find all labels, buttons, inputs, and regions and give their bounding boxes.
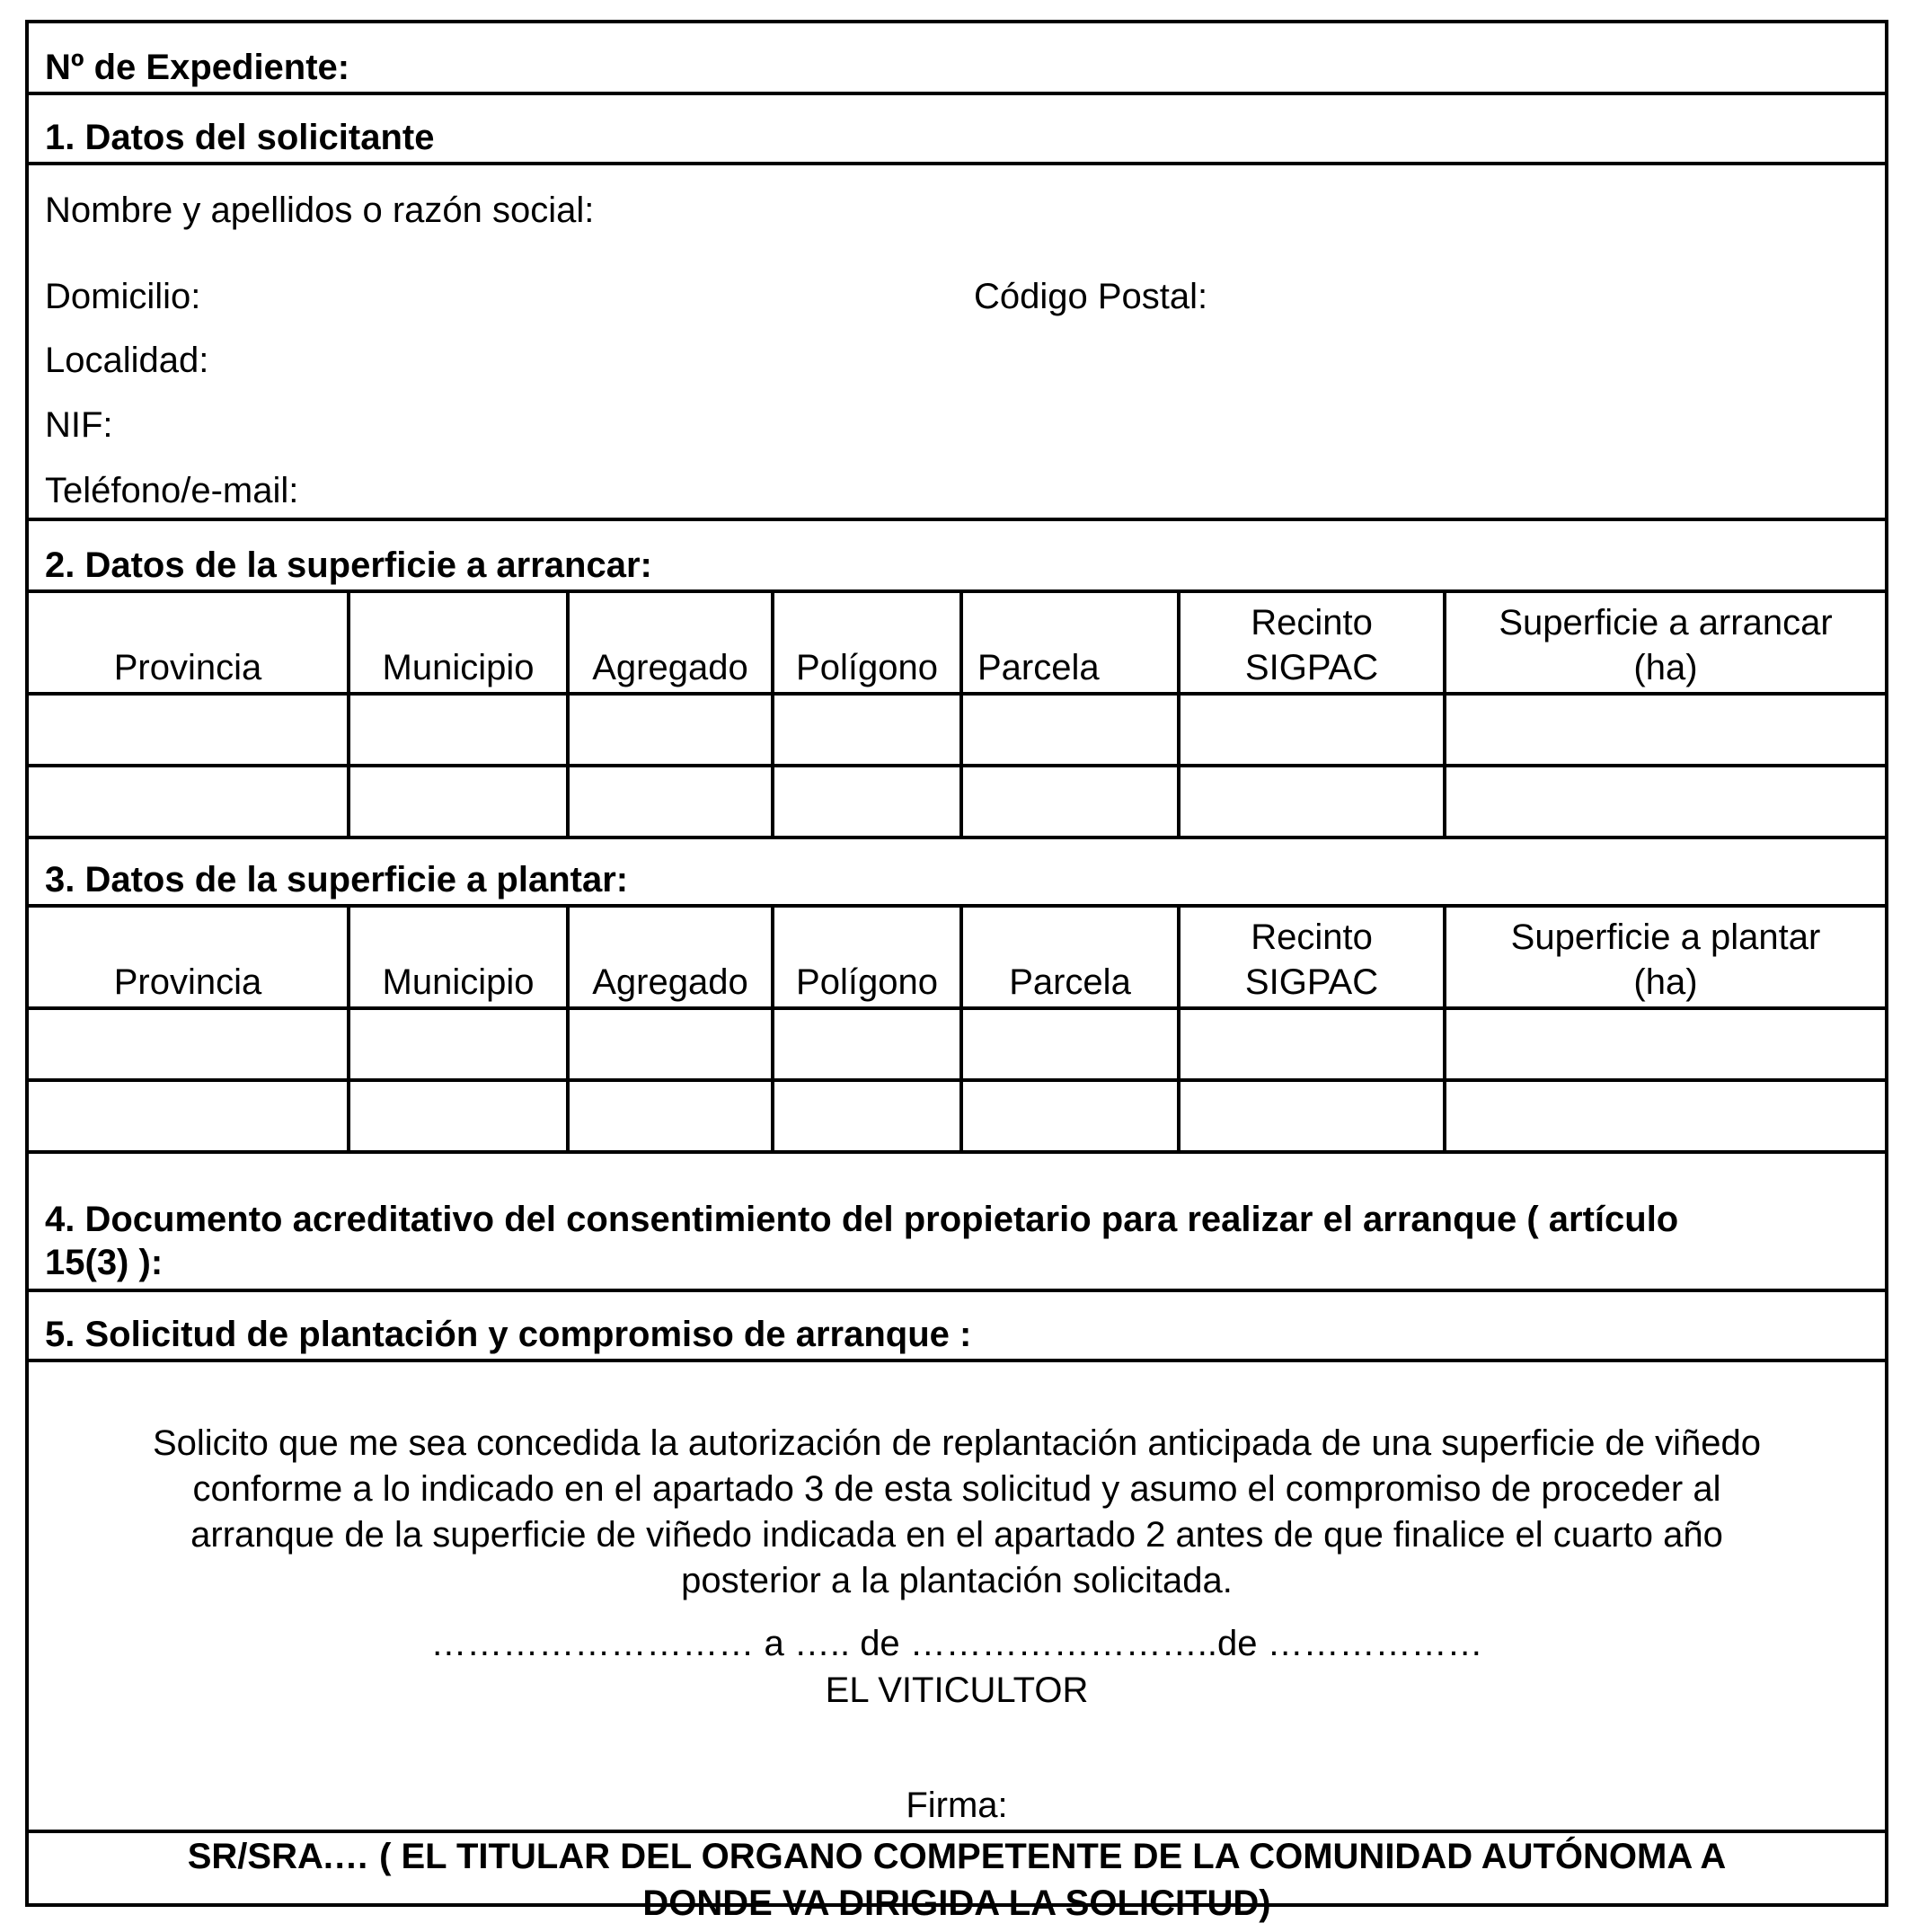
cell-input[interactable] xyxy=(1445,766,1885,837)
section3-title: 3. Datos de la superficie a plantar: xyxy=(45,860,629,900)
cell-input[interactable] xyxy=(1179,1080,1445,1152)
cell-input[interactable] xyxy=(773,766,961,837)
cell-input[interactable] xyxy=(349,1008,568,1080)
cell-input[interactable] xyxy=(349,1080,568,1152)
section1-title: 1. Datos del solicitante xyxy=(45,118,435,157)
col-header-poligono: Polígono xyxy=(773,593,961,694)
codigo-postal-label: Código Postal: xyxy=(974,277,1208,316)
cell-input[interactable] xyxy=(961,694,1179,766)
table-row xyxy=(29,766,1885,837)
col-header-poligono: Polígono xyxy=(773,908,961,1008)
col-header-agregado: Agregado xyxy=(568,593,773,694)
divider xyxy=(29,92,1885,95)
cell-input[interactable] xyxy=(349,694,568,766)
recipient-footer xyxy=(29,1833,1885,1927)
table-row xyxy=(29,1008,1885,1080)
col-header-superficie: Superficie a arrancar (ha) xyxy=(1445,593,1885,694)
col-header-recinto: Recinto SIGPAC xyxy=(1179,593,1445,694)
cell-input[interactable] xyxy=(1445,1080,1885,1152)
col-header-provincia: Provincia xyxy=(29,593,349,694)
cell-input[interactable] xyxy=(961,1080,1179,1152)
expediente-label: Nº de Expediente: xyxy=(45,48,350,87)
section4-title-line1: 4. Documento acreditativo del consentimiento del propietario para realizar el arranque ( artículo xyxy=(45,1200,1679,1239)
col-header-agregado: Agregado xyxy=(568,908,773,1008)
col-header-parcela: Parcela xyxy=(961,593,1179,694)
nif-label: NIF: xyxy=(45,405,113,445)
cell-input[interactable] xyxy=(568,1080,773,1152)
section5-title: 5. Solicitud de plantación y compromiso de arranque : xyxy=(45,1315,972,1354)
divider xyxy=(29,518,1885,521)
localidad-label: Localidad: xyxy=(45,341,209,380)
request-text-line: Solicito que me sea concedida la autorización de replantación anticipada de una superficie de viñedo xyxy=(152,1423,1762,1463)
application-form xyxy=(25,20,1888,1923)
cell-input[interactable] xyxy=(773,1008,961,1080)
recipient-line: DONDE VA DIRIGIDA LA SOLICITUD) xyxy=(642,1883,1271,1923)
col-header-municipio: Municipio xyxy=(349,908,568,1008)
date-line[interactable]: ……………………… a ….. de ……………………..de ……………… xyxy=(430,1624,1483,1663)
cell-input[interactable] xyxy=(961,1008,1179,1080)
request-text-line: posterior a la plantación solicitada. xyxy=(681,1561,1233,1600)
section2-title: 2. Datos de la superficie a arrancar: xyxy=(45,545,652,585)
plantar-table xyxy=(29,908,1885,1154)
cell-input[interactable] xyxy=(29,766,349,837)
divider xyxy=(29,162,1885,165)
cell-input[interactable] xyxy=(773,694,961,766)
col-header-provincia: Provincia xyxy=(29,908,349,1008)
arrancar-table xyxy=(29,593,1885,839)
cell-input[interactable] xyxy=(29,694,349,766)
cell-input[interactable] xyxy=(773,1080,961,1152)
cell-input[interactable] xyxy=(1445,1008,1885,1080)
cell-input[interactable] xyxy=(29,1080,349,1152)
divider xyxy=(29,1289,1885,1292)
cell-input[interactable] xyxy=(568,694,773,766)
nombre-label: Nombre y apellidos o razón social: xyxy=(45,191,595,230)
cell-input[interactable] xyxy=(961,766,1179,837)
col-header-superficie: Superficie a plantar (ha) xyxy=(1445,908,1885,1008)
section4-title-line2: 15(3) ): xyxy=(45,1243,164,1282)
table-row xyxy=(29,694,1885,766)
cell-input[interactable] xyxy=(568,766,773,837)
cell-input[interactable] xyxy=(1179,1008,1445,1080)
cell-input[interactable] xyxy=(1179,766,1445,837)
viticultor-label: EL VITICULTOR xyxy=(825,1671,1089,1710)
domicilio-label: Domicilio: xyxy=(45,277,201,316)
recipient-line: SR/SRA.… ( EL TITULAR DEL ORGANO COMPETENTE DE LA COMUNIDAD AUTÓNOMA A xyxy=(187,1837,1727,1876)
signature-label[interactable]: Firma: xyxy=(906,1786,1008,1825)
cell-input[interactable] xyxy=(568,1008,773,1080)
cell-input[interactable] xyxy=(349,766,568,837)
col-header-parcela: Parcela xyxy=(961,908,1179,1008)
col-header-municipio: Municipio xyxy=(349,593,568,694)
telefono-label: Teléfono/e-mail: xyxy=(45,471,299,510)
table-row xyxy=(29,1080,1885,1152)
cell-input[interactable] xyxy=(1179,694,1445,766)
cell-input[interactable] xyxy=(1445,694,1885,766)
request-text-line: arranque de la superficie de viñedo indicada en el apartado 2 antes de que finalice el cuarto año xyxy=(190,1515,1723,1555)
cell-input[interactable] xyxy=(29,1008,349,1080)
request-text xyxy=(29,1421,1885,1604)
col-header-recinto: Recinto SIGPAC xyxy=(1179,908,1445,1008)
divider xyxy=(29,1359,1885,1362)
request-text-line: conforme a lo indicado en el apartado 3 de esta solicitud y asumo el compromiso de proceder al xyxy=(192,1469,1721,1509)
